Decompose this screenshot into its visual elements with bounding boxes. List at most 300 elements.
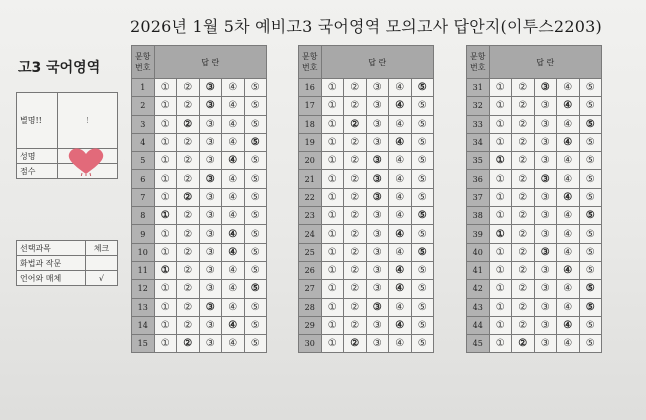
- question-number: 1: [132, 79, 155, 97]
- answer-choice-3[interactable]: ③: [534, 335, 557, 353]
- answer-choice-2[interactable]: ②: [344, 79, 367, 97]
- answer-choice-1[interactable]: ①: [154, 188, 177, 206]
- answer-choice-3[interactable]: ③: [199, 152, 222, 170]
- answer-choice-1[interactable]: ①: [321, 97, 344, 115]
- answer-choice-5[interactable]: ⑤: [411, 152, 434, 170]
- question-number: 42: [467, 280, 490, 298]
- answer-choice-2[interactable]: ②: [344, 188, 367, 206]
- answer-choice-4[interactable]: ④: [222, 79, 245, 97]
- answer-choice-5[interactable]: ⑤: [579, 97, 602, 115]
- answer-choice-2[interactable]: ②: [512, 115, 535, 133]
- answer-choice-2[interactable]: ②: [177, 261, 200, 279]
- answer-choice-selected[interactable]: ④: [389, 261, 412, 279]
- answer-choice-selected[interactable]: ④: [557, 133, 580, 151]
- answer-row: [299, 170, 434, 188]
- answer-choice-5[interactable]: ⑤: [411, 261, 434, 279]
- question-number: 5: [132, 152, 155, 170]
- answer-choice-1[interactable]: ①: [489, 207, 512, 225]
- answer-choice-5[interactable]: ⑤: [244, 97, 267, 115]
- answer-choice-2[interactable]: ②: [512, 261, 535, 279]
- answer-choice-1[interactable]: ①: [321, 152, 344, 170]
- answer-row: [299, 298, 434, 316]
- answer-choice-1[interactable]: ①: [321, 225, 344, 243]
- answer-choice-4[interactable]: ④: [557, 243, 580, 261]
- answer-row: [132, 170, 267, 188]
- answer-row: [132, 97, 267, 115]
- answer-choice-selected[interactable]: ③: [199, 298, 222, 316]
- answer-choice-1[interactable]: ①: [321, 207, 344, 225]
- answer-choice-2[interactable]: ②: [344, 133, 367, 151]
- answer-choice-5[interactable]: ⑤: [579, 152, 602, 170]
- answer-choice-2[interactable]: ②: [512, 188, 535, 206]
- question-number: 13: [132, 298, 155, 316]
- answer-choice-4[interactable]: ④: [389, 152, 412, 170]
- question-number: 39: [467, 225, 490, 243]
- answer-choice-1[interactable]: ①: [154, 133, 177, 151]
- answer-choice-selected[interactable]: ③: [534, 243, 557, 261]
- answer-choice-2[interactable]: ②: [177, 225, 200, 243]
- answer-choice-4[interactable]: ④: [222, 188, 245, 206]
- answer-choice-2[interactable]: ②: [344, 280, 367, 298]
- answer-choice-2[interactable]: ②: [344, 225, 367, 243]
- answer-choice-selected[interactable]: ②: [177, 335, 200, 353]
- answer-choice-1[interactable]: ①: [489, 335, 512, 353]
- answer-column-2: [298, 45, 434, 353]
- question-number: 24: [299, 225, 322, 243]
- question-number: 41: [467, 261, 490, 279]
- answer-choice-selected[interactable]: ⑤: [579, 115, 602, 133]
- question-number: 37: [467, 188, 490, 206]
- answer-choice-1[interactable]: ①: [154, 170, 177, 188]
- answer-choice-1[interactable]: ①: [154, 97, 177, 115]
- answer-choice-2[interactable]: ②: [177, 170, 200, 188]
- answer-choice-1[interactable]: ①: [154, 335, 177, 353]
- answer-choice-selected[interactable]: ④: [389, 133, 412, 151]
- answer-choice-1[interactable]: ①: [321, 335, 344, 353]
- answer-choice-selected[interactable]: ④: [557, 97, 580, 115]
- answer-choice-5[interactable]: ⑤: [411, 188, 434, 206]
- answer-choice-4[interactable]: ④: [557, 280, 580, 298]
- answer-choice-5[interactable]: ⑤: [579, 133, 602, 151]
- answer-choice-1[interactable]: ①: [489, 261, 512, 279]
- elective-header: 선택과목: [17, 241, 86, 256]
- answer-choice-3[interactable]: ③: [199, 133, 222, 151]
- answer-choice-1[interactable]: ①: [154, 225, 177, 243]
- answer-choice-4[interactable]: ④: [222, 115, 245, 133]
- answer-choice-4[interactable]: ④: [222, 207, 245, 225]
- answer-choice-selected[interactable]: ⑤: [579, 298, 602, 316]
- answer-choice-5[interactable]: ⑤: [244, 170, 267, 188]
- answer-choice-5[interactable]: ⑤: [579, 261, 602, 279]
- answer-choice-2[interactable]: ②: [512, 133, 535, 151]
- answer-choice-selected[interactable]: ①: [489, 152, 512, 170]
- question-number: 9: [132, 225, 155, 243]
- answer-choice-2[interactable]: ②: [512, 298, 535, 316]
- answer-choice-5[interactable]: ⑤: [244, 152, 267, 170]
- answer-choice-selected[interactable]: ②: [344, 335, 367, 353]
- answer-choice-selected[interactable]: ④: [389, 280, 412, 298]
- answer-choice-2[interactable]: ②: [344, 261, 367, 279]
- answer-choice-5[interactable]: ⑤: [244, 225, 267, 243]
- answer-choice-1[interactable]: ①: [154, 115, 177, 133]
- answer-choice-selected[interactable]: ②: [512, 335, 535, 353]
- answer-choice-selected[interactable]: ④: [389, 97, 412, 115]
- answer-row: [467, 225, 602, 243]
- answer-choice-2[interactable]: ②: [344, 207, 367, 225]
- answer-choice-1[interactable]: ①: [489, 170, 512, 188]
- answer-choice-4[interactable]: ④: [222, 133, 245, 151]
- answer-row: [299, 261, 434, 279]
- answer-choice-1[interactable]: ①: [321, 79, 344, 97]
- answer-choice-5[interactable]: ⑤: [579, 225, 602, 243]
- answer-choice-4[interactable]: ④: [389, 115, 412, 133]
- answer-choice-selected[interactable]: ⑤: [411, 79, 434, 97]
- answer-choice-5[interactable]: ⑤: [411, 97, 434, 115]
- answer-row: [467, 207, 602, 225]
- answer-row: [299, 152, 434, 170]
- answer-choice-2[interactable]: ②: [177, 133, 200, 151]
- answer-choice-3[interactable]: ③: [366, 97, 389, 115]
- answer-choice-4[interactable]: ④: [557, 115, 580, 133]
- answer-choice-4[interactable]: ④: [389, 207, 412, 225]
- answer-choice-selected[interactable]: ⑤: [244, 280, 267, 298]
- answer-choice-1[interactable]: ①: [154, 298, 177, 316]
- answer-choice-3[interactable]: ③: [534, 152, 557, 170]
- answer-choice-3[interactable]: ③: [366, 280, 389, 298]
- answer-choice-1[interactable]: ①: [489, 243, 512, 261]
- answer-choice-3[interactable]: ③: [534, 188, 557, 206]
- answer-choice-selected[interactable]: ⑤: [579, 207, 602, 225]
- answer-choice-selected[interactable]: ④: [557, 261, 580, 279]
- answer-row: [299, 280, 434, 298]
- question-number: 22: [299, 188, 322, 206]
- answer-choice-2[interactable]: ②: [177, 316, 200, 334]
- answer-choice-1[interactable]: ①: [321, 115, 344, 133]
- answer-choice-selected[interactable]: ③: [199, 97, 222, 115]
- answer-row: [467, 79, 602, 97]
- answer-row: [299, 243, 434, 261]
- answer-choice-selected[interactable]: ①: [489, 225, 512, 243]
- answer-choice-2[interactable]: ②: [177, 207, 200, 225]
- answer-row: [299, 133, 434, 151]
- answer-row: [299, 79, 434, 97]
- question-number: 43: [467, 298, 490, 316]
- answer-choice-2[interactable]: ②: [177, 298, 200, 316]
- question-number: 6: [132, 170, 155, 188]
- question-number: 30: [299, 335, 322, 353]
- answer-choice-4[interactable]: ④: [557, 79, 580, 97]
- answer-choice-2[interactable]: ②: [512, 225, 535, 243]
- answer-choice-1[interactable]: ①: [489, 79, 512, 97]
- answer-row: [299, 188, 434, 206]
- answer-choice-5[interactable]: ⑤: [411, 335, 434, 353]
- answer-choice-1[interactable]: ①: [154, 79, 177, 97]
- question-number: 12: [132, 280, 155, 298]
- answer-choice-5[interactable]: ⑤: [411, 225, 434, 243]
- answer-choice-3[interactable]: ③: [199, 280, 222, 298]
- answer-choice-4[interactable]: ④: [557, 225, 580, 243]
- answer-choice-1[interactable]: ①: [489, 133, 512, 151]
- answer-choice-3[interactable]: ③: [366, 316, 389, 334]
- answer-choice-4[interactable]: ④: [222, 97, 245, 115]
- answer-choice-2[interactable]: ②: [512, 170, 535, 188]
- answer-choice-2[interactable]: ②: [344, 170, 367, 188]
- answer-choice-4[interactable]: ④: [222, 335, 245, 353]
- answer-choice-3[interactable]: ③: [534, 261, 557, 279]
- answer-row: [467, 280, 602, 298]
- answer-choice-5[interactable]: ⑤: [244, 243, 267, 261]
- answer-choice-2[interactable]: ②: [177, 243, 200, 261]
- answer-choice-1[interactable]: ①: [154, 280, 177, 298]
- answer-choice-5[interactable]: ⑤: [411, 280, 434, 298]
- answer-choice-1[interactable]: ①: [154, 152, 177, 170]
- answer-choice-selected[interactable]: ④: [222, 152, 245, 170]
- question-number: 21: [299, 170, 322, 188]
- answer-choice-selected[interactable]: ④: [557, 316, 580, 334]
- answer-choice-2[interactable]: ②: [177, 97, 200, 115]
- answer-choice-2[interactable]: ②: [177, 79, 200, 97]
- answer-choice-selected[interactable]: ②: [177, 188, 200, 206]
- answer-choice-1[interactable]: ①: [154, 316, 177, 334]
- answer-choice-1[interactable]: ①: [321, 243, 344, 261]
- answer-choice-1[interactable]: ①: [489, 280, 512, 298]
- answer-choice-selected[interactable]: ③: [366, 170, 389, 188]
- answer-choice-selected[interactable]: ④: [222, 225, 245, 243]
- answer-row: [132, 298, 267, 316]
- answer-choice-3[interactable]: ③: [534, 115, 557, 133]
- answer-choice-selected[interactable]: ①: [154, 261, 177, 279]
- answer-choice-3[interactable]: ③: [366, 335, 389, 353]
- elective-option-1[interactable]: 화법과 작문: [17, 256, 86, 271]
- answer-choice-1[interactable]: ①: [489, 316, 512, 334]
- answer-row: [132, 188, 267, 206]
- question-number: 4: [132, 133, 155, 151]
- answer-choice-5[interactable]: ⑤: [244, 335, 267, 353]
- answer-choice-5[interactable]: ⑤: [411, 298, 434, 316]
- answer-column-1: [131, 45, 267, 353]
- answer-choice-selected[interactable]: ④: [389, 225, 412, 243]
- question-number: 44: [467, 316, 490, 334]
- answer-row: [467, 298, 602, 316]
- answer-choice-5[interactable]: ⑤: [411, 316, 434, 334]
- answer-choice-selected[interactable]: ④: [222, 316, 245, 334]
- answer-choice-1[interactable]: ①: [489, 97, 512, 115]
- answer-choice-2[interactable]: ②: [512, 152, 535, 170]
- answer-choice-selected[interactable]: ④: [222, 243, 245, 261]
- label-name-field: 별명!!: [17, 93, 58, 149]
- answer-choice-3[interactable]: ③: [534, 133, 557, 151]
- answer-choice-5[interactable]: ⑤: [579, 316, 602, 334]
- answer-choice-2[interactable]: ②: [512, 280, 535, 298]
- question-number: 25: [299, 243, 322, 261]
- answer-choice-4[interactable]: ④: [557, 207, 580, 225]
- answer-choice-2[interactable]: ②: [344, 243, 367, 261]
- answer-choice-5[interactable]: ⑤: [579, 243, 602, 261]
- answer-choice-1[interactable]: ①: [489, 298, 512, 316]
- answer-choice-5[interactable]: ⑤: [579, 335, 602, 353]
- answer-choice-5[interactable]: ⑤: [244, 207, 267, 225]
- sheet-title: 2026년 1월 5차 예비고3 국어영역 모의고사 답안지(이투스2203): [130, 17, 602, 36]
- answer-choice-1[interactable]: ①: [321, 298, 344, 316]
- answer-choice-4[interactable]: ④: [222, 298, 245, 316]
- answer-choice-5[interactable]: ⑤: [579, 188, 602, 206]
- answer-choice-3[interactable]: ③: [534, 280, 557, 298]
- answer-choice-selected[interactable]: ⑤: [411, 243, 434, 261]
- answer-choice-3[interactable]: ③: [366, 207, 389, 225]
- answer-choice-1[interactable]: ①: [321, 280, 344, 298]
- answer-choice-3[interactable]: ③: [199, 207, 222, 225]
- answer-choice-4[interactable]: ④: [557, 170, 580, 188]
- answer-choice-5[interactable]: ⑤: [244, 115, 267, 133]
- answer-choice-4[interactable]: ④: [222, 280, 245, 298]
- elective-option-2[interactable]: 언어와 매체: [17, 271, 86, 286]
- answer-choice-1[interactable]: ①: [321, 133, 344, 151]
- answer-choice-2[interactable]: ②: [344, 316, 367, 334]
- answer-choice-selected[interactable]: ②: [177, 115, 200, 133]
- answer-row: [299, 335, 434, 353]
- answer-choice-4[interactable]: ④: [557, 335, 580, 353]
- answer-row: [132, 280, 267, 298]
- question-number: 17: [299, 97, 322, 115]
- answer-choice-3[interactable]: ③: [199, 115, 222, 133]
- answer-choice-selected[interactable]: ②: [344, 115, 367, 133]
- answer-choice-3[interactable]: ③: [199, 188, 222, 206]
- answer-row: [132, 133, 267, 151]
- answer-choice-4[interactable]: ④: [222, 170, 245, 188]
- question-number: 32: [467, 97, 490, 115]
- answer-choice-2[interactable]: ②: [512, 207, 535, 225]
- question-number: 2: [132, 97, 155, 115]
- answer-choice-selected[interactable]: ③: [366, 152, 389, 170]
- answer-row: [467, 261, 602, 279]
- answer-column-3: [466, 45, 602, 353]
- answer-choice-2[interactable]: ②: [512, 79, 535, 97]
- answer-choice-selected[interactable]: ⑤: [244, 133, 267, 151]
- answer-choice-5[interactable]: ⑤: [579, 170, 602, 188]
- answer-choice-1[interactable]: ①: [321, 170, 344, 188]
- answer-choice-5[interactable]: ⑤: [244, 79, 267, 97]
- answer-choice-4[interactable]: ④: [389, 79, 412, 97]
- answer-choice-4[interactable]: ④: [389, 170, 412, 188]
- answer-choice-selected[interactable]: ④: [557, 188, 580, 206]
- answer-row: [132, 207, 267, 225]
- elective-check-2[interactable]: √: [85, 271, 117, 286]
- answer-choice-5[interactable]: ⑤: [411, 133, 434, 151]
- answer-choice-2[interactable]: ②: [177, 152, 200, 170]
- answer-choice-selected[interactable]: ④: [389, 316, 412, 334]
- answer-choice-selected[interactable]: ⑤: [579, 280, 602, 298]
- answer-choice-selected[interactable]: ③: [199, 79, 222, 97]
- question-number: 10: [132, 243, 155, 261]
- answer-choice-5[interactable]: ⑤: [579, 79, 602, 97]
- question-number: 38: [467, 207, 490, 225]
- answer-choice-3[interactable]: ③: [534, 298, 557, 316]
- question-number: 31: [467, 79, 490, 97]
- question-number: 34: [467, 133, 490, 151]
- answer-choice-selected[interactable]: ⑤: [411, 207, 434, 225]
- answer-row: [132, 225, 267, 243]
- question-number: 40: [467, 243, 490, 261]
- elective-check-1[interactable]: [85, 256, 117, 271]
- label-name: 성명: [17, 149, 58, 164]
- answer-choice-3[interactable]: ③: [366, 261, 389, 279]
- answer-choice-3[interactable]: ③: [199, 225, 222, 243]
- answer-choice-selected[interactable]: ③: [534, 79, 557, 97]
- answer-choice-3[interactable]: ③: [199, 261, 222, 279]
- answer-row: [467, 115, 602, 133]
- elective-box: [16, 240, 118, 286]
- answer-row: [467, 335, 602, 353]
- answer-choice-1[interactable]: ①: [321, 316, 344, 334]
- answer-choice-2[interactable]: ②: [512, 97, 535, 115]
- answer-choice-4[interactable]: ④: [389, 335, 412, 353]
- answer-choice-selected[interactable]: ③: [366, 298, 389, 316]
- answer-choice-2[interactable]: ②: [512, 316, 535, 334]
- question-number: 29: [299, 316, 322, 334]
- question-number: 45: [467, 335, 490, 353]
- answer-choice-4[interactable]: ④: [389, 188, 412, 206]
- answer-choice-3[interactable]: ③: [366, 225, 389, 243]
- answer-choice-1[interactable]: ①: [489, 188, 512, 206]
- answer-choice-3[interactable]: ③: [366, 79, 389, 97]
- question-number: 26: [299, 261, 322, 279]
- answer-row: [467, 152, 602, 170]
- answer-choice-3[interactable]: ③: [199, 316, 222, 334]
- answer-choice-1[interactable]: ①: [154, 243, 177, 261]
- answer-choice-selected[interactable]: ①: [154, 207, 177, 225]
- answer-choice-1[interactable]: ①: [489, 115, 512, 133]
- answer-choice-5[interactable]: ⑤: [244, 298, 267, 316]
- answer-choice-3[interactable]: ③: [534, 207, 557, 225]
- answer-row: [299, 316, 434, 334]
- answer-choice-5[interactable]: ⑤: [244, 261, 267, 279]
- answer-choice-5[interactable]: ⑤: [411, 170, 434, 188]
- answer-choice-3[interactable]: ③: [366, 133, 389, 151]
- answer-choice-2[interactable]: ②: [344, 152, 367, 170]
- answer-choice-2[interactable]: ②: [512, 243, 535, 261]
- question-number: 33: [467, 115, 490, 133]
- answer-choice-2[interactable]: ②: [344, 97, 367, 115]
- answer-choice-selected[interactable]: ③: [366, 188, 389, 206]
- answer-choice-4[interactable]: ④: [389, 243, 412, 261]
- answer-choice-3[interactable]: ③: [534, 225, 557, 243]
- answer-choice-3[interactable]: ③: [199, 243, 222, 261]
- answer-choice-4[interactable]: ④: [557, 152, 580, 170]
- answer-choice-2[interactable]: ②: [344, 298, 367, 316]
- answer-choice-2[interactable]: ②: [177, 280, 200, 298]
- answer-choice-3[interactable]: ③: [534, 97, 557, 115]
- answer-choice-4[interactable]: ④: [389, 298, 412, 316]
- answer-choice-3[interactable]: ③: [366, 243, 389, 261]
- answer-choice-5[interactable]: ⑤: [244, 316, 267, 334]
- answer-choice-1[interactable]: ①: [321, 261, 344, 279]
- answer-choice-3[interactable]: ③: [199, 335, 222, 353]
- answer-choice-3[interactable]: ③: [366, 115, 389, 133]
- answer-choice-3[interactable]: ③: [534, 316, 557, 334]
- answer-choice-selected[interactable]: ③: [199, 170, 222, 188]
- answer-choice-selected[interactable]: ③: [534, 170, 557, 188]
- elective-check-header: 체크: [85, 241, 117, 256]
- answer-choice-5[interactable]: ⑤: [411, 115, 434, 133]
- answer-choice-5[interactable]: ⑤: [244, 188, 267, 206]
- answer-row: [132, 152, 267, 170]
- answer-choice-4[interactable]: ④: [222, 261, 245, 279]
- header-question-number: 문항 번호: [299, 46, 322, 79]
- answer-choice-1[interactable]: ①: [321, 188, 344, 206]
- answer-row: [299, 115, 434, 133]
- answer-row: [299, 97, 434, 115]
- answer-choice-4[interactable]: ④: [557, 298, 580, 316]
